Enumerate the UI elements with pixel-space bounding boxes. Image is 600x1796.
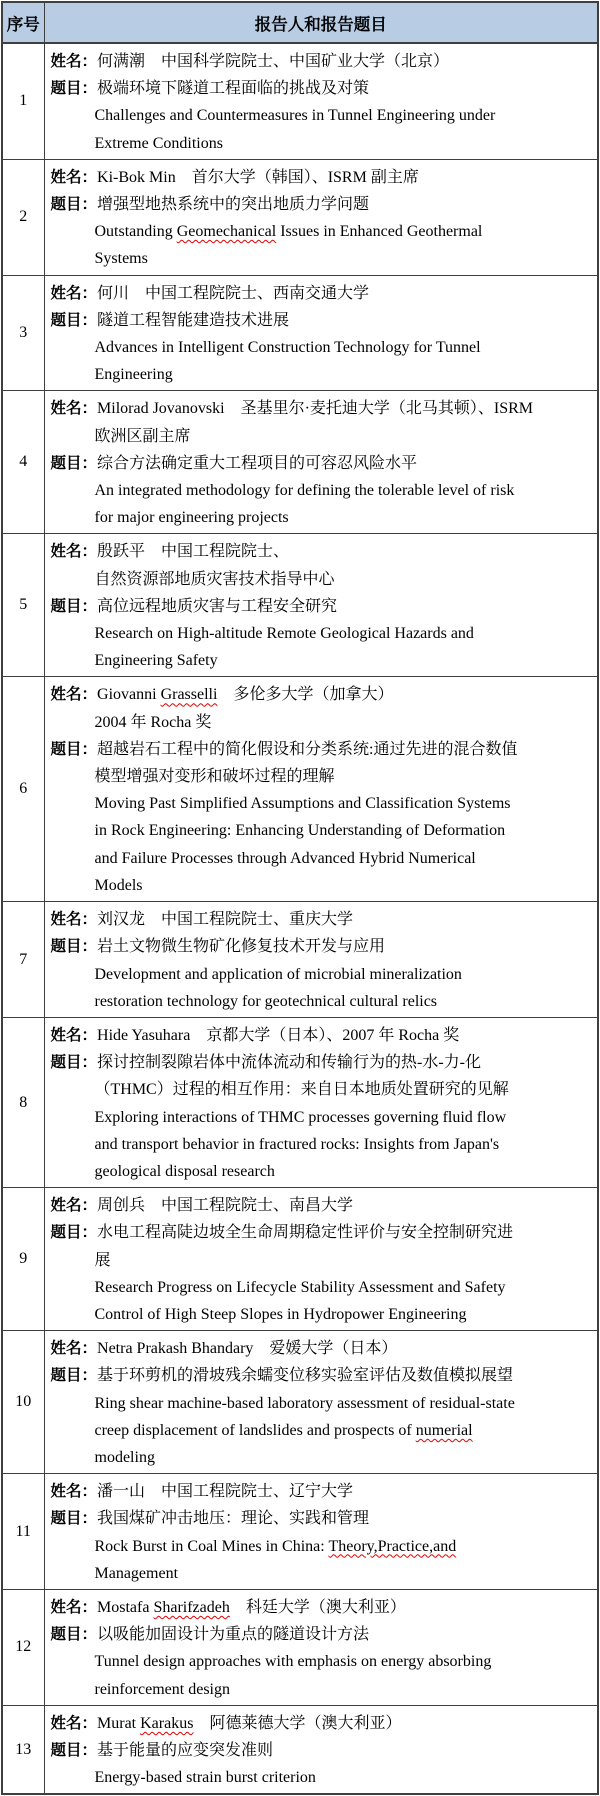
text-segment: modeling [94, 1448, 155, 1466]
text-segment: Outstanding [94, 223, 177, 241]
misspelled-text: numerial [415, 1421, 473, 1439]
row-number: 8 [2, 1017, 44, 1187]
speaker-and-title-cell [44, 1589, 598, 1705]
text-segment: Systems [94, 250, 148, 268]
line-text [97, 191, 589, 218]
line-text [97, 933, 589, 960]
text-segment: 隧道工程智能建造技术进展 [97, 311, 290, 329]
field-label: 题目： [50, 1367, 98, 1385]
line-text [97, 450, 589, 477]
field-label: 姓名： [50, 543, 98, 561]
text-segment: geological disposal research [94, 1162, 275, 1180]
text-segment: Models [94, 876, 143, 894]
line-text [97, 1478, 589, 1505]
field-label [51, 1247, 95, 1274]
continuation-line [51, 334, 590, 361]
continuation-line [51, 423, 590, 450]
field-label [51, 872, 95, 899]
speaker-and-title-cell [44, 43, 598, 159]
continuation-line [51, 218, 590, 245]
continuation-line [51, 817, 590, 844]
field-label: 题目： [50, 454, 98, 472]
field-label: 姓名： [50, 1483, 98, 1501]
speaker-and-title-cell [44, 534, 598, 677]
text-segment: Issues in Enhanced Geothermal [276, 223, 483, 241]
line-text [95, 218, 590, 245]
name-line [51, 280, 590, 307]
continuation-line [51, 1301, 590, 1328]
field-label: 题目： [50, 1741, 98, 1759]
field-label [51, 361, 95, 388]
field-label: 题目： [50, 1626, 98, 1644]
line-text [95, 1417, 590, 1444]
field-label [51, 1390, 95, 1417]
speaker-and-title-cell [44, 159, 598, 275]
continuation-line [51, 763, 590, 790]
field-label [51, 102, 95, 129]
field-label [51, 1301, 95, 1328]
text-segment: 探讨控制裂隙岩体中流体流动和传输行为的热-水-力-化 [97, 1054, 482, 1072]
field-label [51, 1444, 95, 1471]
continuation-line [51, 1076, 590, 1103]
field-label [51, 1533, 95, 1560]
line-text [95, 817, 590, 844]
row-number: 1 [2, 43, 44, 159]
text-segment: Exploring interactions of THMC processes governing fluid flow [94, 1108, 507, 1126]
speaker-report-table [1, 1, 599, 1795]
name-line [51, 395, 590, 422]
field-label: 姓名： [50, 1026, 98, 1044]
name-line [51, 1335, 590, 1362]
text-segment: 模型增强对变形和破坏过程的理解 [94, 768, 335, 786]
line-text [95, 1764, 590, 1791]
line-text [95, 647, 590, 674]
field-label [51, 1676, 95, 1703]
text-segment: 周创兵 中国工程院院士、南昌大学 [97, 1197, 354, 1215]
line-text [95, 1301, 590, 1328]
title-line [51, 1219, 590, 1246]
line-text [97, 681, 589, 708]
text-segment: 自然资源部地质灾害技术指导中心 [94, 570, 335, 588]
line-text [95, 566, 590, 593]
row-number: 10 [2, 1331, 44, 1474]
continuation-line [51, 1247, 590, 1274]
line-text [97, 1022, 589, 1049]
name-line [51, 164, 590, 191]
name-line [51, 906, 590, 933]
line-text [95, 790, 590, 817]
text-segment: 潘一山 中国工程院院士、辽宁大学 [97, 1483, 354, 1501]
continuation-line [51, 988, 590, 1015]
line-text [95, 1533, 590, 1560]
field-label: 姓名： [50, 400, 98, 418]
speaker-and-title-cell [44, 1705, 598, 1794]
field-label: 姓名： [50, 1197, 98, 1215]
text-segment: for major engineering projects [94, 509, 289, 527]
table-row [2, 1331, 598, 1474]
field-label [51, 1274, 95, 1301]
text-segment: 岩土文物微生物矿化修复技术开发与应用 [97, 938, 386, 956]
line-text [95, 1104, 590, 1131]
header-cell-speaker-title: 报告人和报告题目 [44, 2, 598, 43]
line-text [97, 1621, 589, 1648]
table-row [2, 1705, 598, 1794]
row-number: 9 [2, 1188, 44, 1331]
field-label: 题目： [50, 1510, 98, 1528]
field-label: 题目： [50, 80, 98, 98]
continuation-line [51, 1104, 590, 1131]
line-text [97, 75, 589, 102]
name-line [51, 538, 590, 565]
text-segment: 超越岩石工程中的简化假设和分类系统:通过先进的混合数值 [97, 740, 518, 758]
line-text [95, 709, 590, 736]
text-segment: Management [94, 1564, 179, 1582]
field-label [51, 1076, 95, 1103]
text-segment: 殷跃平 中国工程院院士、 [97, 543, 290, 561]
line-text [95, 1158, 590, 1185]
continuation-line [51, 130, 590, 157]
title-line [51, 736, 590, 763]
line-text [97, 1362, 589, 1389]
line-text [95, 620, 590, 647]
field-label: 姓名： [50, 53, 98, 70]
text-segment: 高位远程地质灾害与工程安全研究 [97, 597, 338, 615]
speaker-and-title-cell [44, 1017, 598, 1187]
continuation-line [51, 872, 590, 899]
speaker-and-title-cell [44, 1188, 598, 1331]
field-label: 题目： [50, 740, 98, 758]
speaker-and-title-cell [44, 275, 598, 391]
line-text [95, 1274, 590, 1301]
row-number: 2 [2, 159, 44, 275]
row-number: 7 [2, 902, 44, 1018]
title-line [51, 1505, 590, 1532]
line-text [95, 1676, 590, 1703]
text-segment: Tunnel design approaches with emphasis on energy absorbing [94, 1653, 492, 1671]
field-label [51, 709, 95, 736]
field-label: 题目： [50, 938, 98, 956]
text-segment: Murat [97, 1714, 141, 1732]
row-number: 5 [2, 534, 44, 677]
line-text [97, 593, 589, 620]
continuation-line [51, 477, 590, 504]
table-row [2, 1188, 598, 1331]
text-segment: 多伦多大学（加拿大） [217, 686, 394, 704]
text-segment: 2004 年 Rocha 奖 [94, 713, 212, 731]
line-text [97, 307, 589, 334]
speaker-and-title-cell [44, 391, 598, 534]
continuation-line [51, 709, 590, 736]
line-text [97, 1335, 589, 1362]
line-text [97, 538, 589, 565]
continuation-line [51, 1417, 590, 1444]
field-label [51, 1158, 95, 1185]
row-number: 12 [2, 1589, 44, 1705]
field-label: 姓名： [50, 1714, 98, 1732]
row-number: 13 [2, 1705, 44, 1794]
name-line [51, 1022, 590, 1049]
text-segment: Extreme Conditions [94, 134, 223, 152]
continuation-line [51, 1158, 590, 1185]
continuation-line [51, 1560, 590, 1587]
text-segment: Advances in Intelligent Construction Technology for Tunnel [94, 339, 481, 357]
text-segment: Netra Prakash Bhandary 爱媛大学（日本） [97, 1340, 398, 1358]
name-line [51, 1594, 590, 1621]
field-label [51, 1104, 95, 1131]
row-number: 6 [2, 677, 44, 902]
field-label: 姓名： [50, 284, 98, 302]
field-label [51, 1560, 95, 1587]
text-segment: 以吸能加固设计为重点的隧道设计方法 [97, 1626, 370, 1644]
text-segment: restoration technology for geotechnical cultural relics [94, 992, 438, 1010]
text-segment: 我国煤矿冲击地压：理论、实践和管理 [97, 1510, 370, 1528]
field-label [51, 218, 95, 245]
table-header [2, 2, 598, 43]
text-segment: 何川 中国工程院院士、西南交通大学 [97, 284, 370, 302]
text-segment: creep displacement of landslides and prospects of [94, 1421, 416, 1439]
text-segment: 水电工程高陡边坡全生命周期稳定性评价与安全控制研究进 [97, 1224, 514, 1242]
header-row [2, 2, 598, 43]
speaker-and-title-cell [44, 1331, 598, 1474]
line-text [97, 395, 589, 422]
text-segment: （THMC）过程的相互作用：来自日本地质处置研究的见解 [94, 1081, 509, 1099]
text-segment: Engineering Safety [94, 652, 218, 670]
field-label [51, 1648, 95, 1675]
line-text [97, 48, 589, 75]
field-label: 题目： [50, 196, 98, 214]
line-text [97, 1594, 589, 1621]
text-segment: Ring shear machine-based laboratory assessment of residual-state [94, 1394, 515, 1412]
field-label [51, 334, 95, 361]
line-text [95, 477, 590, 504]
field-label [51, 566, 95, 593]
line-text [97, 1219, 589, 1246]
field-label [51, 961, 95, 988]
title-line [51, 1362, 590, 1389]
continuation-line [51, 790, 590, 817]
text-segment: Moving Past Simplified Assumptions and Classification Systems [94, 795, 511, 813]
field-label [51, 620, 95, 647]
text-segment: Hide Yasuhara 京都大学（日本）、2007 年 Rocha 奖 [97, 1026, 460, 1044]
table-row [2, 902, 598, 1018]
field-label: 题目： [50, 311, 98, 329]
line-text [97, 164, 589, 191]
title-line [51, 1049, 590, 1076]
header-cell-number: 序号 [2, 2, 44, 43]
field-label [51, 1131, 95, 1158]
text-segment: Control of High Steep Slopes in Hydropower Engineering [94, 1305, 467, 1323]
text-segment: An integrated methodology for defining the tolerable level of risk [94, 482, 515, 500]
text-segment: Energy-based strain burst criterion [94, 1769, 316, 1787]
continuation-line [51, 1676, 590, 1703]
table-row [2, 43, 598, 159]
misspelled-text: Geomechanical [176, 223, 277, 241]
line-text [95, 872, 590, 899]
field-label [51, 790, 95, 817]
field-label [51, 817, 95, 844]
speaker-and-title-cell [44, 677, 598, 902]
field-label: 题目： [50, 597, 98, 615]
continuation-line [51, 1390, 590, 1417]
misspelled-text: Sharifzadeh [153, 1598, 230, 1616]
line-text [95, 1131, 590, 1158]
misspelled-text: Theory,Practice,and [328, 1537, 457, 1555]
text-segment: 基于能量的应变突发准则 [97, 1741, 274, 1759]
field-label [51, 504, 95, 531]
row-number: 3 [2, 275, 44, 391]
line-text [95, 1076, 590, 1103]
text-segment: 何满潮 中国科学院院士、中国矿业大学（北京） [97, 53, 450, 70]
text-segment: Research on High-altitude Remote Geological Hazards and [94, 625, 474, 643]
line-text [97, 1737, 589, 1764]
continuation-line [51, 245, 590, 272]
line-text [97, 1505, 589, 1532]
text-segment: 展 [94, 1251, 111, 1269]
text-segment: reinforcement design [94, 1680, 230, 1698]
line-text [97, 1049, 589, 1076]
text-segment: 阿德莱德大学（澳大利亚） [193, 1714, 402, 1732]
name-line [51, 1192, 590, 1219]
field-label: 姓名： [50, 686, 98, 704]
text-segment: Rock Burst in Coal Mines in China: [94, 1537, 329, 1555]
text-segment: and Failure Processes through Advanced Hybrid Numerical [94, 849, 476, 867]
text-segment: 基于环剪机的滑坡残余蠕变位移实验室评估及数值模拟展望 [97, 1367, 514, 1385]
table-row [2, 275, 598, 391]
line-text [95, 361, 590, 388]
line-text [97, 280, 589, 307]
continuation-line [51, 1764, 590, 1791]
table-row [2, 1474, 598, 1590]
field-label [51, 988, 95, 1015]
table-row [2, 391, 598, 534]
title-line [51, 75, 590, 102]
title-line [51, 450, 590, 477]
speaker-and-title-cell [44, 902, 598, 1018]
text-segment: Challenges and Countermeasures in Tunnel Engineering under [94, 107, 496, 125]
continuation-line [51, 504, 590, 531]
text-segment: 极端环境下隧道工程面临的挑战及对策 [97, 80, 370, 98]
continuation-line [51, 845, 590, 872]
text-segment: 综合方法确定重大工程项目的可容忍风险水平 [97, 454, 418, 472]
field-label [51, 477, 95, 504]
text-segment: in Rock Engineering: Enhancing Understanding of Deformation [94, 822, 506, 840]
table-row [2, 1589, 598, 1705]
field-label [51, 130, 95, 157]
field-label: 题目： [50, 1224, 98, 1242]
line-text [95, 763, 590, 790]
line-text [95, 334, 590, 361]
title-line [51, 307, 590, 334]
table-row [2, 677, 598, 902]
field-label [51, 763, 95, 790]
text-segment: 增强型地热系统中的突出地质力学问题 [97, 196, 370, 214]
line-text [95, 988, 590, 1015]
text-segment: 刘汉龙 中国工程院院士、重庆大学 [97, 911, 354, 929]
name-line [51, 48, 590, 75]
table-row [2, 1017, 598, 1187]
name-line [51, 1710, 590, 1737]
continuation-line [51, 620, 590, 647]
field-label [51, 647, 95, 674]
text-segment: 欧洲区副主席 [94, 427, 191, 445]
text-segment: Research Progress on Lifecycle Stability Assessment and Safety [94, 1278, 506, 1296]
line-text [97, 1710, 589, 1737]
row-number: 11 [2, 1474, 44, 1590]
text-segment: and transport behavior in fractured rocks: Insights from Japan's [94, 1135, 500, 1153]
continuation-line [51, 1648, 590, 1675]
text-segment: Engineering [94, 366, 173, 384]
text-segment: Development and application of microbial mineralization [94, 965, 462, 983]
line-text [95, 961, 590, 988]
title-line [51, 191, 590, 218]
line-text [97, 1192, 589, 1219]
report-table-body [2, 43, 598, 1794]
continuation-line [51, 1274, 590, 1301]
text-segment: Ki-Bok Min 首尔大学（韩国）、ISRM 副主席 [97, 168, 419, 186]
line-text [95, 845, 590, 872]
field-label: 题目： [50, 1054, 98, 1072]
continuation-line [51, 647, 590, 674]
continuation-line [51, 1131, 590, 1158]
speaker-and-title-cell [44, 1474, 598, 1590]
line-text [95, 245, 590, 272]
line-text [95, 423, 590, 450]
text-segment: 科廷大学（澳大利亚） [229, 1598, 406, 1616]
title-line [51, 1737, 590, 1764]
continuation-line [51, 361, 590, 388]
name-line [51, 681, 590, 708]
continuation-line [51, 961, 590, 988]
field-label: 姓名： [50, 1340, 98, 1358]
title-line [51, 933, 590, 960]
line-text [95, 102, 590, 129]
field-label: 姓名： [50, 1598, 98, 1616]
field-label [51, 423, 95, 450]
line-text [95, 1390, 590, 1417]
field-label: 姓名： [50, 911, 98, 929]
misspelled-text: Grasselli [160, 686, 218, 704]
table-row [2, 534, 598, 677]
line-text [95, 1444, 590, 1471]
continuation-line [51, 566, 590, 593]
row-number: 4 [2, 391, 44, 534]
name-line [51, 1478, 590, 1505]
field-label [51, 845, 95, 872]
line-text [97, 736, 589, 763]
table-row [2, 159, 598, 275]
text-segment: Milorad Jovanovski 圣基里尔·麦托迪大学（北马其顿）、ISRM [97, 400, 534, 418]
line-text [95, 1648, 590, 1675]
title-line [51, 593, 590, 620]
field-label [51, 1417, 95, 1444]
text-segment: Mostafa [97, 1598, 154, 1616]
continuation-line [51, 1533, 590, 1560]
continuation-line [51, 102, 590, 129]
line-text [95, 1247, 590, 1274]
line-text [97, 906, 589, 933]
line-text [95, 1560, 590, 1587]
title-line [51, 1621, 590, 1648]
field-label: 姓名： [50, 168, 98, 186]
line-text [95, 130, 590, 157]
misspelled-text: Karakus [140, 1714, 194, 1732]
continuation-line [51, 1444, 590, 1471]
text-segment: Giovanni [97, 686, 161, 704]
line-text [95, 504, 590, 531]
field-label [51, 245, 95, 272]
field-label [51, 1764, 95, 1791]
